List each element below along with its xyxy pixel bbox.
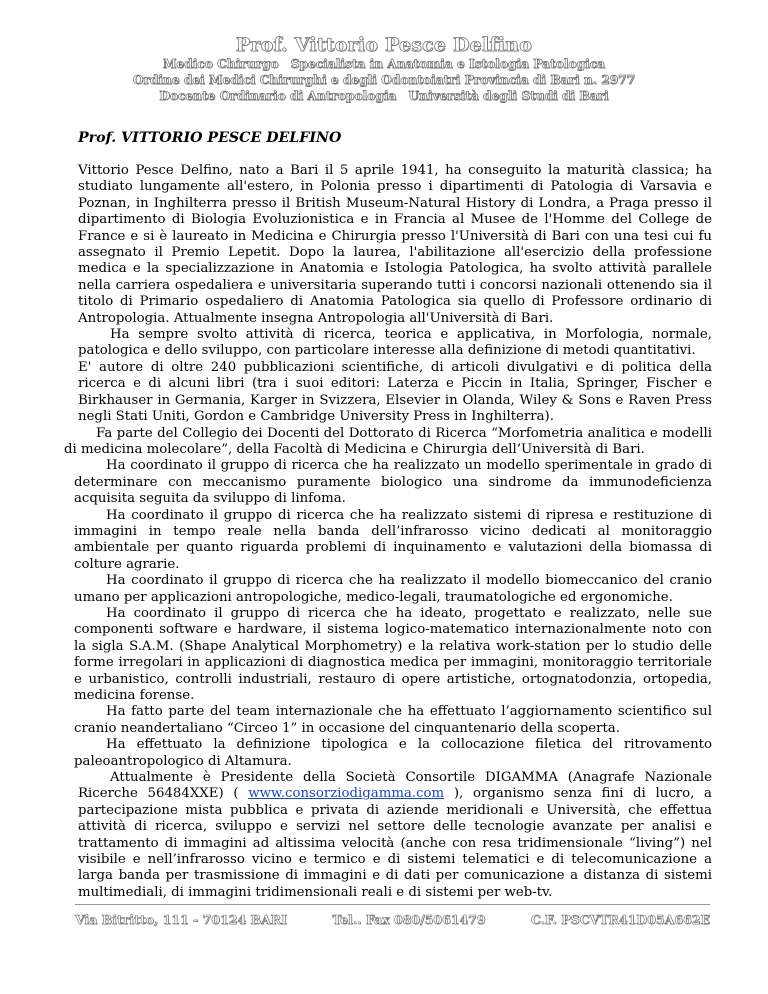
letterhead-profession: Medico Chirurgo [162,57,279,71]
paragraph-altamura: Ha effettuato la definizione tipologica e la collocazione filetica del ritrovamento paleoantropologico di Altamura. [74,737,712,769]
paragraph-research: Ha sempre svolto attività di ricerca, teorica e applicativa, in Morfologia, normale, patologica e dello sviluppo, con particolare interesse alla definizione di metodi quantitativi. [78,327,712,359]
digamma-website-link[interactable]: www.consorziodigamma.com [248,786,445,802]
letterhead-registration: Ordine dei Medici Chirurghi e degli Odontoiatri Provincia di Bari n. 2977 [132,73,636,87]
document-body [64,163,712,901]
letterhead-university: Università degli Studi di Bari [408,89,609,103]
paragraph-circeo: Ha fatto parte del team internazionale che ha effettuato l’aggiornamento scientifico sul cranio neandertaliano “Circeo 1” in occasione del cinquantenario della scoperta. [74,704,712,736]
letterhead-line-3 [0,88,768,104]
digamma-text-end: ), organismo senza fini di lucro, a partecipazione mista pubblica e privata di aziende meridionali e Università, che effettua attività di ricerca, sviluppo e servizi nel settore delle tecnologie avanzate per analisi e trattamento di immagini ad altissima velocità (anche con resa tridimensionale “living”) nel visibile e nell’infrarosso vicino e termico e di sistemi telematici e di telecomunicazione a larga banda per trasmissione di immagini e di dati per comunicazione a distanza di sistemi multimediali, di immagini tridimensionali reali e di sistemi per web-tv. [78,786,712,900]
paragraph-doctorate: Fa parte del Collegio dei Docenti del Dottorato di Ricerca “Morfometria analitica e modelli di medicina molecolare”, della Facoltà di Medicina e Chirurgia dell’Università di Bari. [64,425,712,457]
paragraph-publications: E' autore di oltre 240 pubblicazioni scientifiche, di articoli divulgativi e di politica della ricerca e di alcuni libri (tra i suoi editori: Laterza e Piccin in Italia, Springer, Fischer e Birkhauser in Germania, Karger in Svizzera, Elsevier in Olanda, Wiley & Sons e Raven Press negli Stati Uniti, Gordon e Cambridge University Press in Inghilterra). [78,359,712,425]
paragraph-infrared: Ha coordinato il gruppo di ricerca che ha realizzato sistemi di ripresa e restituzione di immagini in tempo reale nella banda dell’infrarosso vicino dedicati al monitoraggio ambientale per quanto riguarda problemi di inquinamento e valutazioni della biomassa di colture agrarie. [74,507,712,572]
letterhead [0,34,768,104]
paragraph-biomechanics: Ha coordinato il gruppo di ricerca che ha realizzato il modello biomeccanico del cranio umano per applicazioni antropologiche, medico-legali, traumatologiche ed ergonomiche. [74,573,712,605]
footer-address: Via Bitritto, 111 - 70124 BARI [75,912,288,927]
letterhead-name: Prof. Vittorio Pesce Delfino [235,34,533,56]
paragraph-biography: Vittorio Pesce Delfino, nato a Bari il 5 aprile 1941, ha conseguito la maturità classica; ha studiato lungamente all'estero, in Polonia presso i dipartimenti di Patologia di Varsavia e Poznan, in Inghilterra presso il British Museum-Natural History di Londra, a Praga presso il dipartimento di Biologia Evoluzionistica e in Francia al Musee de l'Homme del College de France e si è laureato in Medicina e Chirurgia presso l'Università di Bari con una tesi cui fu assegnato il Premio Lepetit. Dopo la laurea, l'abilitazione all'esercizio della professione medica e la specializzazione in Anatomia e Istologia Patologica, ha svolto attività parallele nella carriera ospedaliera e universitaria superando tutti i concorsi nazionali ottenendo sia il titolo di Primario ospedaliero di Anatomia Patologica sia quello di Professore ordinario di Antropologia. Attualmente insegna Antropologia all'Università di Bari. [78,163,712,326]
letterhead-line-1 [0,56,768,72]
document-title: Prof. VITTORIO PESCE DELFINO [78,130,342,146]
footer-divider [75,904,710,905]
footer [75,912,710,927]
digamma-text-start: Attualmente è Presidente della Società Consortile DIGAMMA (Anagrafe Nazionale Ricerche 56484XXE) ( [78,770,712,802]
paragraph-digamma [78,770,712,901]
paragraph-immunodeficiency: Ha coordinato il gruppo di ricerca che ha realizzato un modello sperimentale in grado di determinare con meccanismo puramente biologico una sindrome da immunodeficienza acquisita seguita da sviluppo di linfoma. [74,458,712,507]
footer-phone: Tel.. Fax 080/5061479 [332,912,486,927]
paragraph-sam: Ha coordinato il gruppo di ricerca che ha ideato, progettato e realizzato, nelle sue componenti software e hardware, il sistema logico-matematico internazionalmente noto con la sigla S.A.M. (Shape Analytical Morphometry) e la relativa work-station per lo studio delle forme irregolari in applicazioni di diagnostica medica per immagini, monitoraggio territoriale e urbanistico, controlli industriali, restauro di opere artistiche, ortognatodonzia, ortopedia, medicina forense. [74,605,712,703]
letterhead-specialty: Specialista in Anatomia e Istologia Patologica [290,57,606,71]
footer-tax-code: C.F. PSCVTR41D05A662E [530,912,710,927]
letterhead-position: Docente Ordinario di Antropologia [159,89,397,103]
